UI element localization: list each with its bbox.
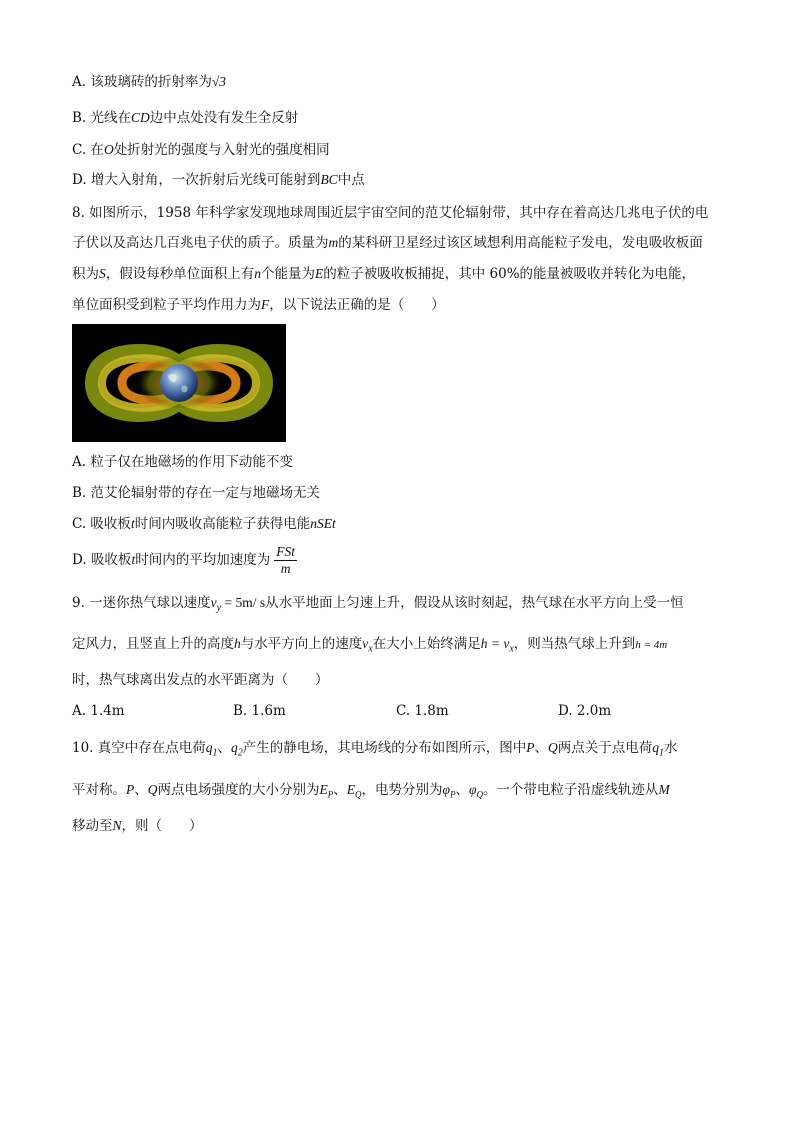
- q10-stem-line-3: 移动至N，则（ ）: [72, 818, 203, 834]
- q10-stem-line-2: 平对称。P、Q两点电场强度的大小分别为$E_P$、$E_Q$，电势分别为$\varphi_P$、$\varphi_Q$。一个带电粒子沿虚线轨迹从M: [72, 782, 670, 800]
- q9-option-b: B. 1.6m: [233, 703, 286, 719]
- q9-option-c: C. 1.8m: [396, 703, 449, 719]
- q8-option-c: C. 吸收板t时间内吸收高能粒子获得电能nSEt: [72, 516, 336, 532]
- q7-a-math: √3: [211, 74, 227, 89]
- q7-option-d: D. 增大入射角，一次折射后光线可能射到BC中点: [72, 172, 365, 188]
- q8-stem-line-3: 积为S，假设每秒单位面积上有n个能量为E的粒子被吸收板捕捉，其中 60%的能量被吸收并转化为电能，: [72, 266, 696, 282]
- q7-option-b: B. 光线在CD边中点处没有发生全反射: [72, 110, 299, 126]
- q9-option-a: A. 1.4m: [72, 703, 125, 719]
- q8-stem-line-1: 8. 如图所示，1958 年科学家发现地球周围近层宇宙空间的范艾伦辐射带，其中存在着高达几兆电子伏的电: [72, 205, 709, 221]
- q9-stem-line-2: 定风力，且竖直上升的高度h与水平方向上的速度$v_x$在大小上始终满足$h = v_x$，则当热气球上升到h = 4m: [72, 636, 668, 655]
- q8-stem-line-4: 单位面积受到粒子平均作用力为F，以下说法正确的是（ ）: [72, 297, 445, 313]
- q9-stem-line-1: 9. 一迷你热气球以速度$v_y = 5m/$ s从水平地面上匀速上升，假设从该时刻起，热气球在水平方向上受一恒: [72, 595, 684, 614]
- radiation-belt-illustration: [72, 324, 286, 442]
- q8-option-a: A. 粒子仅在地磁场的作用下动能不变: [72, 454, 293, 470]
- q9-option-d: D. 2.0m: [558, 703, 612, 719]
- q7-option-c: C. 在O处折射光的强度与入射光的强度相同: [72, 142, 330, 158]
- van-allen-belt-figure: [72, 324, 286, 442]
- q7-option-a: A. 该玻璃砖的折射率为√3: [72, 74, 227, 90]
- earth-icon: [160, 364, 198, 402]
- fraction-fst-over-m: $\frac{\text{FSt}}{m}$: [276, 544, 295, 576]
- q9-stem-line-3: 时，热气球离出发点的水平距离为（ ）: [72, 672, 329, 688]
- q8-stem-line-2: 子伏以及高达几百兆电子伏的质子。质量为m的某科研卫星经过该区域想利用高能粒子发电，发电吸收板面: [72, 235, 703, 251]
- q10-stem-line-1: 10. 真空中存在点电荷$q_1$、$q_2$产生的静电场，其电场线的分布如图所示，图中P、Q两点关于点电荷$q_1$水: [72, 740, 678, 759]
- q8-option-d: D. 吸收板t时间内的平均加速度为 $\frac{\text{FSt}}{m}$: [72, 544, 295, 576]
- q8-option-b: B. 范艾伦辐射带的存在一定与地磁场无关: [72, 485, 321, 501]
